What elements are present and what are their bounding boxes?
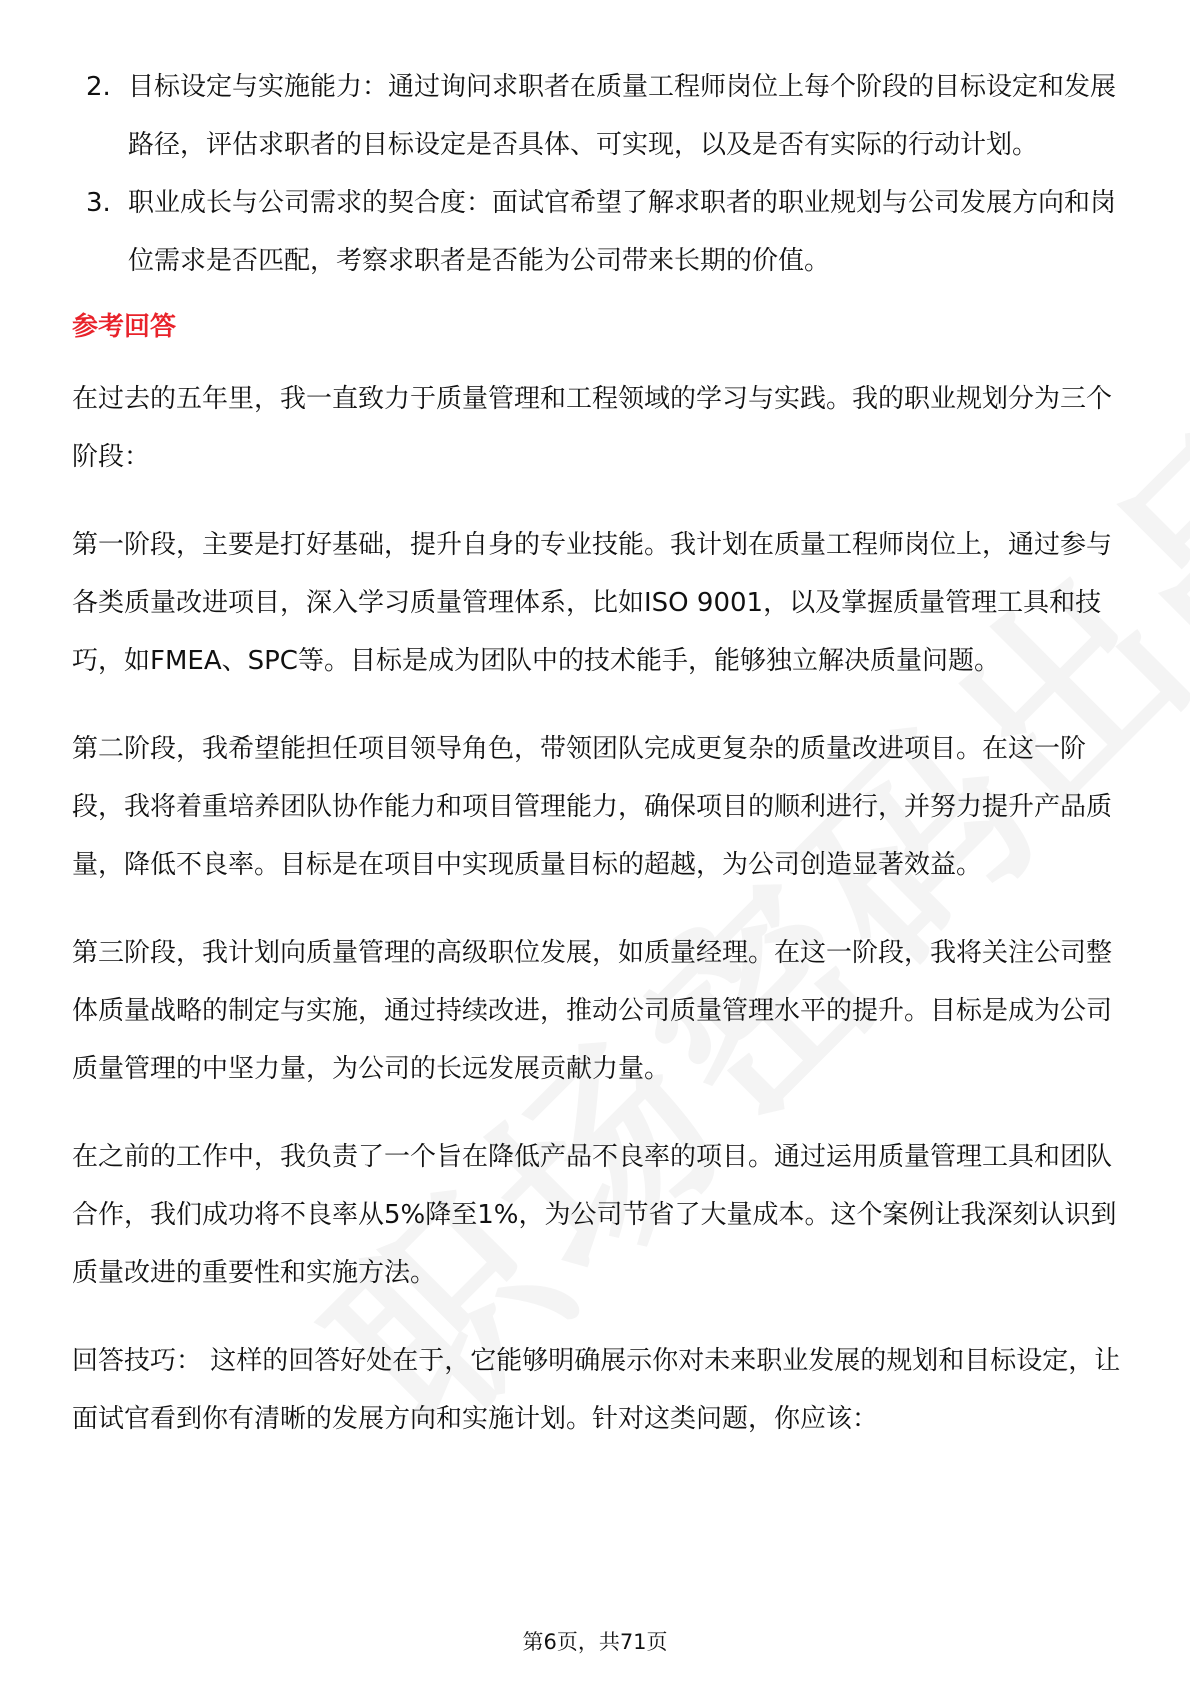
list-item [72,58,1124,174]
list-item-number: 2. [86,72,111,102]
numbered-list [72,58,1124,290]
section-heading: 参考回答 [72,312,177,342]
document-content [72,58,1124,1478]
list-item-number: 3. [86,188,111,218]
paragraph: 在过去的五年里，我一直致力于质量管理和工程领域的学习与实践。我的职业规划分为三个阶段： [72,384,1113,472]
page-footer: 第6页，共71页 [522,1630,668,1654]
list-item-text: 职业成长与公司需求的契合度：面试官希望了解求职者的职业规划与公司发展方向和岗位需求是否匹配，考察求职者是否能为公司带来长期的价值。 [128,188,1117,276]
paragraph: 在之前的工作中，我负责了一个旨在降低产品不良率的项目。通过运用质量管理工具和团队合作，我们成功将不良率从5%降至1%，为公司节省了大量成本。这个案例让我深刻认识到质量改进的重要性和实施方法。 [72,1142,1117,1288]
list-item-text: 目标设定与实施能力：通过询问求职者在质量工程师岗位上每个阶段的目标设定和发展路径，评估求职者的目标设定是否具体、可实现，以及是否有实际的行动计划。 [128,72,1117,160]
paragraph: 第三阶段，我计划向质量管理的高级职位发展，如质量经理。在这一阶段，我将关注公司整体质量战略的制定与实施，通过持续改进，推动公司质量管理水平的提升。目标是成为公司质量管理的中坚力量，为公司的长远发展贡献力量。 [72,938,1113,1084]
list-item [72,174,1124,290]
paragraph: 第二阶段，我希望能担任项目领导角色，带领团队完成更复杂的质量改进项目。在这一阶段，我将着重培养团队协作能力和项目管理能力，确保项目的顺利进行，并努力提升产品质量，降低不良率。目标是在项目中实现质量目标的超越，为公司创造显著效益。 [72,734,1113,880]
paragraph: 第一阶段，主要是打好基础，提升自身的专业技能。我计划在质量工程师岗位上，通过参与各类质量改进项目，深入学习质量管理体系，比如ISO 9001，以及掌握质量管理工具和技巧，如FMEA、SPC等。目标是成为团队中的技术能手，能够独立解决质量问题。 [72,530,1113,676]
paragraph: 回答技巧： 这样的回答好处在于，它能够明确展示你对未来职业发展的规划和目标设定，让面试官看到你有清晰的发展方向和实施计划。针对这类问题，你应该： [72,1346,1121,1434]
